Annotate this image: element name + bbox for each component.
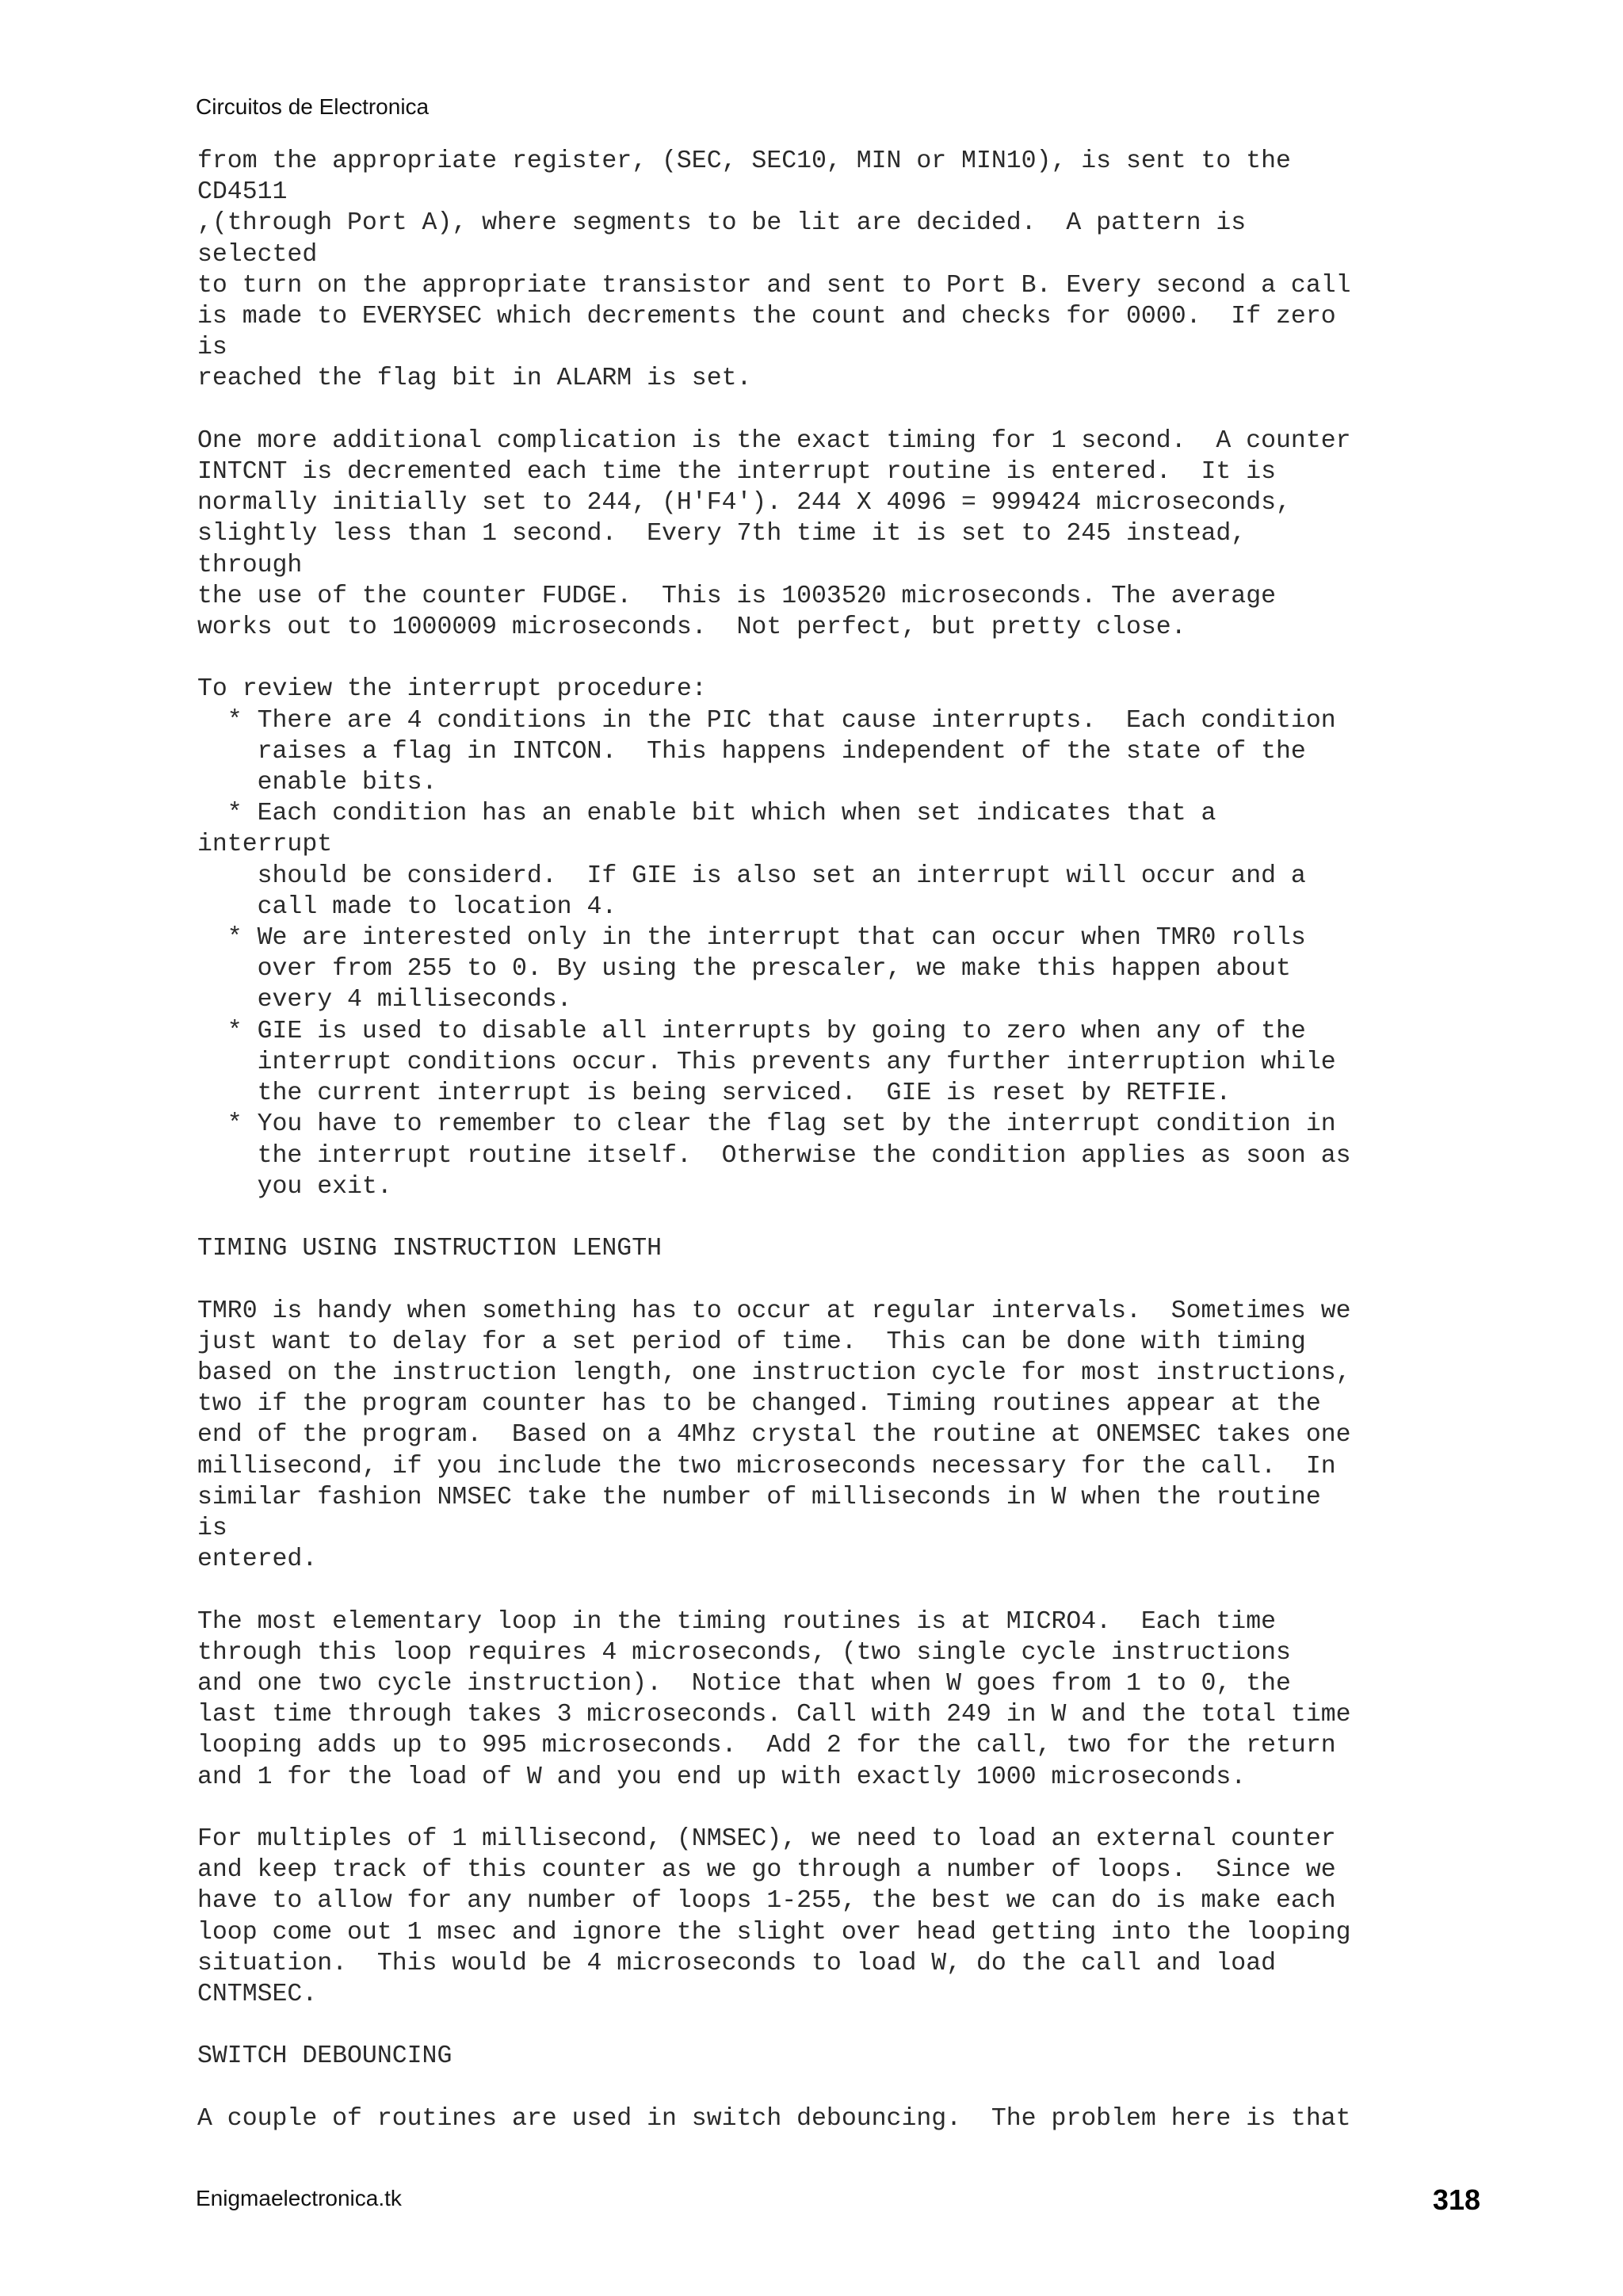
- text-line: end of the program. Based on a 4Mhz crystal the routine at ONEMSEC takes one: [197, 1421, 1351, 1450]
- text-line: loop come out 1 msec and ignore the slight over head getting into the looping: [197, 1918, 1351, 1946]
- text-line: the use of the counter FUDGE. This is 1003520 microseconds. The average: [197, 582, 1277, 610]
- document-text: [197, 146, 1505, 2134]
- text-line: works out to 1000009 microseconds. Not perfect, but pretty close.: [197, 613, 1186, 642]
- text-line: the current interrupt is being serviced. GIE is reset by RETFIE.: [197, 1079, 1232, 1108]
- text-line: two if the program counter has to be changed. Timing routines appear at the: [197, 1390, 1321, 1419]
- text-line: interrupt conditions occur. This prevents any further interruption while: [197, 1048, 1336, 1076]
- text-line: CD4511: [197, 178, 288, 207]
- text-line: to turn on the appropriate transistor and sent to Port B. Every second a call: [197, 271, 1351, 300]
- text-line: CNTMSEC.: [197, 1980, 318, 2008]
- text-line: just want to delay for a set period of time. This can be done with timing: [197, 1328, 1306, 1356]
- text-line: similar fashion NMSEC take the number of milliseconds in W when the routine: [197, 1483, 1321, 1511]
- text-line: SWITCH DEBOUNCING: [197, 2042, 453, 2071]
- text-line: TIMING USING INSTRUCTION LENGTH: [197, 1235, 662, 1263]
- text-line: raises a flag in INTCON. This happens independent of the state of the: [197, 737, 1306, 766]
- text-line: One more additional complication is the exact timing for 1 second. A counter: [197, 426, 1351, 455]
- text-line: is: [197, 1514, 227, 1542]
- text-line: * GIE is used to disable all interrupts by going to zero when any of the: [197, 1017, 1306, 1045]
- text-line: entered.: [197, 1545, 318, 1574]
- text-line: * Each condition has an enable bit which when set indicates that a: [197, 800, 1216, 828]
- text-line: For multiples of 1 millisecond, (NMSEC), we need to load an external counter: [197, 1824, 1336, 1853]
- text-line: A couple of routines are used in switch debouncing. The problem here is that: [197, 2104, 1351, 2133]
- text-line: The most elementary loop in the timing routines is at MICRO4. Each time: [197, 1607, 1277, 1636]
- text-line: every 4 milliseconds.: [197, 986, 572, 1014]
- text-line: To review the interrupt procedure:: [197, 675, 707, 704]
- text-line: looping adds up to 995 microseconds. Add 2 for the call, two for the return: [197, 1732, 1336, 1760]
- footer-site-name: Enigmaelectronica.tk: [196, 2186, 402, 2210]
- page-header-title: Circuitos de Electronica: [196, 94, 430, 119]
- text-line: * There are 4 conditions in the PIC that cause interrupts. Each condition: [197, 706, 1336, 735]
- text-line: you exit.: [197, 1172, 392, 1201]
- text-line: is made to EVERYSEC which decrements the count and checks for 0000. If zero: [197, 303, 1336, 331]
- text-line: from the appropriate register, (SEC, SEC10, MIN or MIN10), is sent to the: [197, 147, 1291, 175]
- text-line: millisecond, if you include the two microseconds necessary for the call. In: [197, 1452, 1336, 1480]
- text-line: * You have to remember to clear the flag set by the interrupt condition in: [197, 1110, 1336, 1139]
- text-line: situation. This would be 4 microseconds to load W, do the call and load: [197, 1949, 1277, 1977]
- text-line: through this loop requires 4 microseconds, (two single cycle instructions: [197, 1638, 1291, 1667]
- text-line: through: [197, 551, 303, 579]
- text-line: have to allow for any number of loops 1-255, the best we can do is make each: [197, 1887, 1336, 1916]
- text-line: last time through takes 3 microseconds. Call with 249 in W and the total time: [197, 1701, 1351, 1729]
- text-line: TMR0 is handy when something has to occur at regular intervals. Sometimes we: [197, 1297, 1351, 1325]
- text-line: over from 255 to 0. By using the prescaler, we make this happen about: [197, 955, 1291, 984]
- text-line: interrupt: [197, 831, 333, 859]
- text-line: and 1 for the load of W and you end up with exactly 1000 microseconds.: [197, 1763, 1247, 1791]
- text-line: the interrupt routine itself. Otherwise the condition applies as soon as: [197, 1141, 1351, 1170]
- text-line: and keep track of this counter as we go through a number of loops. Since we: [197, 1856, 1336, 1885]
- text-line: INTCNT is decremented each time the interrupt routine is entered. It is: [197, 458, 1277, 487]
- text-line: slightly less than 1 second. Every 7th time it is set to 245 instead,: [197, 520, 1247, 548]
- text-line: reached the flag bit in ALARM is set.: [197, 365, 752, 393]
- text-line: is: [197, 334, 227, 362]
- document-body: [197, 146, 1505, 2134]
- text-line: call made to location 4.: [197, 892, 617, 921]
- page-number: 318: [1432, 2183, 1480, 2216]
- text-line: ,(through Port A), where segments to be lit are decided. A pattern is: [197, 209, 1247, 238]
- text-line: should be considerd. If GIE is also set an interrupt will occur and a: [197, 861, 1306, 890]
- text-line: enable bits.: [197, 769, 437, 797]
- text-line: normally initially set to 244, (H'F4'). 244 X 4096 = 999424 microseconds,: [197, 489, 1291, 518]
- text-line: and one two cycle instruction). Notice that when W goes from 1 to 0, the: [197, 1669, 1291, 1698]
- text-line: based on the instruction length, one instruction cycle for most instructions,: [197, 1358, 1351, 1387]
- text-line: selected: [197, 240, 318, 269]
- text-line: * We are interested only in the interrupt that can occur when TMR0 rolls: [197, 924, 1306, 953]
